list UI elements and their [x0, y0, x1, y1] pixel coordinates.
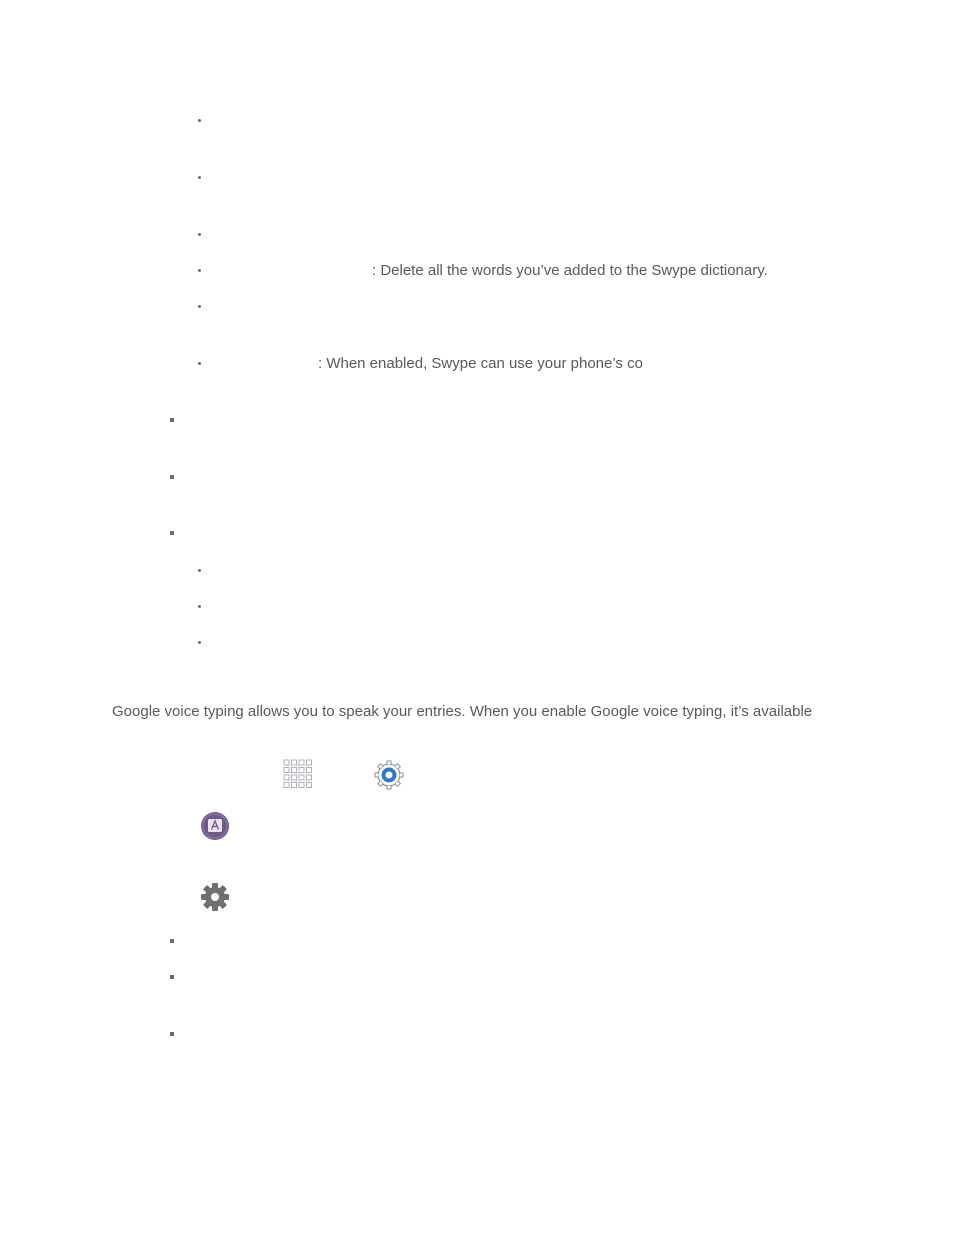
list-bullet	[198, 305, 201, 308]
list-bullet	[198, 569, 201, 572]
list-bullet	[198, 362, 201, 365]
list-bullet	[198, 176, 201, 179]
contacts-access-text: : When enabled, Swype can use your phone’s co	[318, 355, 643, 372]
list-bullet	[170, 475, 174, 479]
list-bullet	[198, 119, 201, 122]
list-bullet	[198, 641, 201, 644]
list-bullet	[170, 975, 174, 979]
apps-grid-icon	[283, 759, 313, 789]
list-bullet	[170, 418, 174, 422]
gear-icon	[200, 882, 230, 912]
list-bullet	[170, 939, 174, 943]
clear-dictionary-text: : Delete all the words you’ve added to the Swype dictionary.	[372, 262, 768, 279]
voice-typing-intro: Google voice typing allows you to speak your entries. When you enable Google voice typing, it’s available	[112, 703, 813, 720]
language-input-icon	[200, 811, 230, 841]
list-bullet	[198, 269, 201, 272]
list-bullet	[170, 531, 174, 535]
list-bullet	[198, 233, 201, 236]
list-bullet	[198, 605, 201, 608]
settings-gear-icon	[374, 760, 404, 790]
list-bullet	[170, 1032, 174, 1036]
